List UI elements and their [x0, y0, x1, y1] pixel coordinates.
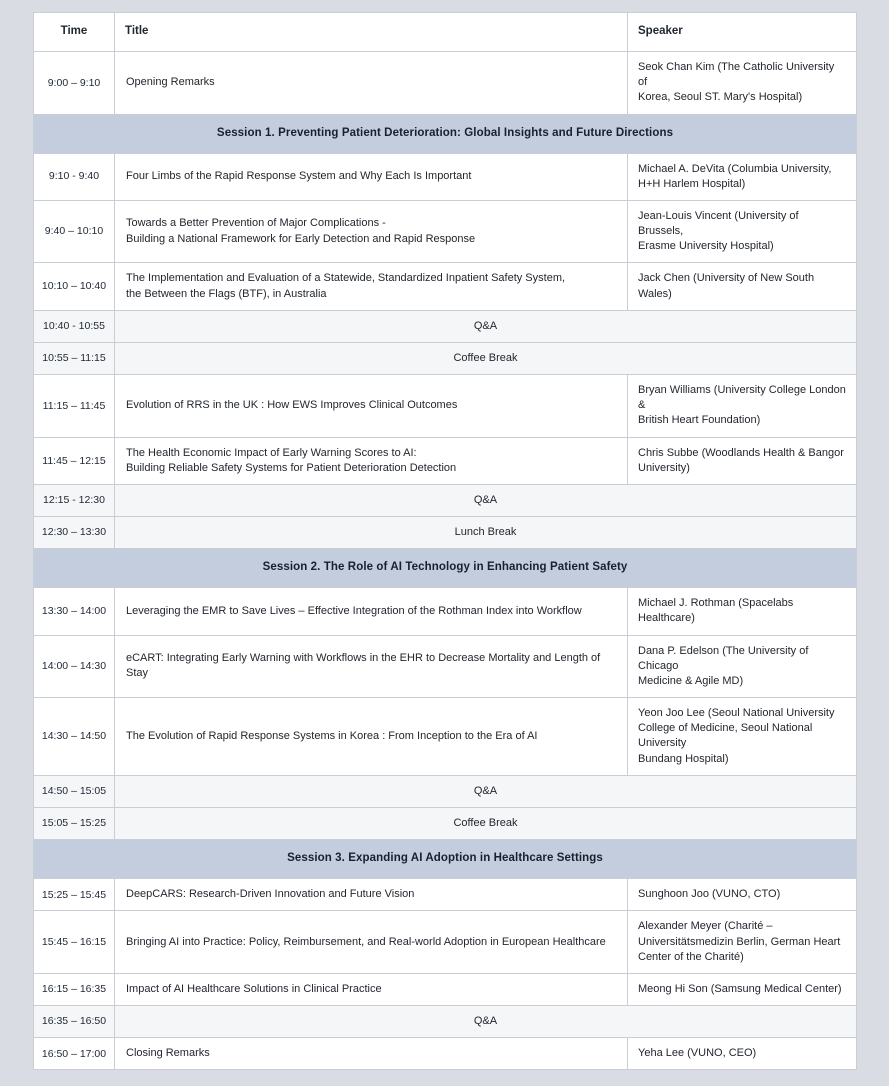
cell-time: 9:40 – 10:10	[34, 200, 115, 263]
table-row	[34, 775, 857, 807]
cell-title	[115, 153, 628, 200]
speaker-line: Seok Chan Kim (The Catholic University of	[638, 61, 835, 89]
cell-title	[115, 52, 628, 115]
cell-time: 12:15 - 12:30	[34, 484, 115, 516]
table-row	[34, 263, 857, 310]
title-line: Four Limbs of the Rapid Response System and Why Each Is Important	[126, 170, 472, 183]
title-line: the Between the Flags (BTF), in Australia	[126, 287, 327, 300]
cell-time: 14:30 – 14:50	[34, 698, 115, 776]
speaker-line: British Heart Foundation)	[638, 414, 761, 427]
cell-title	[115, 375, 628, 438]
title-line: Evolution of RRS in the UK : How EWS Improves Clinical Outcomes	[126, 399, 458, 412]
speaker-line: Michael A. DeVita (Columbia University,	[638, 162, 832, 175]
cell-speaker	[628, 437, 857, 484]
cell-speaker	[628, 1038, 857, 1070]
session-header-row	[34, 114, 857, 153]
table-body	[34, 52, 857, 1070]
speaker-line: Dana P. Edelson (The University of Chicago	[638, 644, 809, 672]
speaker-line: Alexander Meyer (Charité –	[638, 920, 773, 933]
cell-time: 12:30 – 13:30	[34, 517, 115, 549]
table-row	[34, 153, 857, 200]
speaker-line: Sunghoon Joo (VUNO, CTO)	[638, 888, 781, 901]
speaker-line: Korea, Seoul ST. Mary's Hospital)	[638, 91, 803, 104]
cell-time: 9:10 - 9:40	[34, 153, 115, 200]
cell-break-label: Q&A	[115, 310, 857, 342]
table-row	[34, 1038, 857, 1070]
cell-time: 9:00 – 9:10	[34, 52, 115, 115]
cell-time: 15:25 – 15:45	[34, 879, 115, 911]
cell-time: 13:30 – 14:00	[34, 588, 115, 635]
table-row	[34, 911, 857, 974]
cell-time: 15:45 – 16:15	[34, 911, 115, 974]
column-header-title: Title	[115, 13, 628, 52]
cell-time: 16:15 – 16:35	[34, 973, 115, 1005]
table-row	[34, 375, 857, 438]
table-row	[34, 52, 857, 115]
cell-time: 14:00 – 14:30	[34, 635, 115, 698]
cell-title	[115, 200, 628, 263]
cell-speaker	[628, 635, 857, 698]
header-row	[34, 13, 857, 52]
cell-speaker	[628, 879, 857, 911]
title-line: The Health Economic Impact of Early Warning Scores to AI:	[126, 446, 417, 459]
column-header-time: Time	[34, 13, 115, 52]
table-row	[34, 698, 857, 776]
table-row	[34, 635, 857, 698]
table-row	[34, 1006, 857, 1038]
cell-title	[115, 437, 628, 484]
title-line: Towards a Better Prevention of Major Complications -	[126, 217, 386, 230]
speaker-line: Bryan Williams (University College London &	[638, 384, 846, 412]
cell-time: 11:45 – 12:15	[34, 437, 115, 484]
cell-title	[115, 911, 628, 974]
cell-speaker	[628, 263, 857, 310]
cell-time: 10:10 – 10:40	[34, 263, 115, 310]
speaker-line: H+H Harlem Hospital)	[638, 177, 746, 190]
cell-time: 15:05 – 15:25	[34, 807, 115, 839]
cell-speaker	[628, 52, 857, 115]
speaker-line: Yeha Lee (VUNO, CEO)	[638, 1047, 757, 1060]
cell-speaker	[628, 911, 857, 974]
speaker-line: Chris Subbe (Woodlands Health & Bangor	[638, 446, 844, 459]
speaker-line: Bundang Hospital)	[638, 752, 729, 765]
session-header-row	[34, 840, 857, 879]
title-line: The Implementation and Evaluation of a Statewide, Standardized Inpatient Safety System,	[126, 272, 566, 285]
cell-title	[115, 1038, 628, 1070]
speaker-line: Universitätsmedizin Berlin, German Heart	[638, 935, 841, 948]
table-row	[34, 973, 857, 1005]
speaker-line: Yeon Joo Lee (Seoul National University	[638, 707, 835, 720]
speaker-line: College of Medicine, Seoul National University	[638, 722, 813, 750]
speaker-line: Jean-Louis Vincent (University of Brussels,	[638, 209, 799, 238]
cell-speaker	[628, 153, 857, 200]
cell-break-label: Coffee Break	[115, 342, 857, 374]
table-row	[34, 342, 857, 374]
session-title: Session 1. Preventing Patient Deterioration: Global Insights and Future Directions	[34, 114, 857, 153]
cell-title	[115, 588, 628, 635]
table-header	[34, 13, 857, 52]
cell-speaker	[628, 375, 857, 438]
cell-time: 10:55 – 11:15	[34, 342, 115, 374]
speaker-line: Center of the Charité)	[638, 950, 744, 963]
cell-speaker	[628, 588, 857, 635]
cell-title	[115, 698, 628, 776]
title-line: Opening Remarks	[126, 76, 215, 89]
cell-break-label: Coffee Break	[115, 807, 857, 839]
table-row	[34, 310, 857, 342]
title-line: Building Reliable Safety Systems for Patient Deterioration Detection	[126, 461, 457, 474]
cell-time: 11:15 – 11:45	[34, 375, 115, 438]
speaker-line: Michael J. Rothman (Spacelabs Healthcare)	[638, 597, 794, 625]
title-line: eCART: Integrating Early Warning with Workflows in the EHR to Decrease Mortality and Length of Stay	[126, 652, 601, 680]
session-title: Session 3. Expanding AI Adoption in Healthcare Settings	[34, 840, 857, 879]
cell-speaker	[628, 973, 857, 1005]
cell-time: 10:40 - 10:55	[34, 310, 115, 342]
table-row	[34, 879, 857, 911]
cell-speaker	[628, 200, 857, 263]
session-title: Session 2. The Role of AI Technology in Enhancing Patient Safety	[34, 549, 857, 588]
cell-time: 16:50 – 17:00	[34, 1038, 115, 1070]
title-line: Impact of AI Healthcare Solutions in Clinical Practice	[126, 982, 382, 995]
table-row	[34, 200, 857, 263]
speaker-line: Erasme University Hospital)	[638, 240, 774, 253]
table-row	[34, 588, 857, 635]
title-line: Closing Remarks	[126, 1047, 210, 1060]
cell-title	[115, 879, 628, 911]
cell-break-label: Q&A	[115, 484, 857, 516]
session-header-row	[34, 549, 857, 588]
table-row	[34, 807, 857, 839]
cell-break-label: Q&A	[115, 775, 857, 807]
cell-title	[115, 263, 628, 310]
cell-title	[115, 973, 628, 1005]
cell-time: 16:35 – 16:50	[34, 1006, 115, 1038]
agenda-table	[33, 12, 857, 1070]
title-line: Building a National Framework for Early Detection and Rapid Response	[126, 232, 476, 245]
title-line: The Evolution of Rapid Response Systems in Korea : From Inception to the Era of AI	[126, 729, 538, 742]
table-row	[34, 484, 857, 516]
cell-title	[115, 635, 628, 698]
speaker-line: Meong Hi Son (Samsung Medical Center)	[638, 982, 842, 995]
title-line: Leveraging the EMR to Save Lives – Effective Integration of the Rothman Index into Workflow	[126, 604, 582, 617]
table-row	[34, 517, 857, 549]
column-header-speaker: Speaker	[628, 13, 857, 52]
cell-speaker	[628, 698, 857, 776]
table-row	[34, 437, 857, 484]
cell-time: 14:50 – 15:05	[34, 775, 115, 807]
title-line: Bringing AI into Practice: Policy, Reimbursement, and Real-world Adoption in European Healthcare	[126, 935, 606, 948]
speaker-line: Jack Chen (University of New South Wales)	[638, 272, 815, 300]
cell-break-label: Q&A	[115, 1006, 857, 1038]
cell-break-label: Lunch Break	[115, 517, 857, 549]
speaker-line: University)	[638, 461, 690, 474]
title-line: DeepCARS: Research-Driven Innovation and Future Vision	[126, 888, 415, 901]
speaker-line: Medicine & Agile MD)	[638, 674, 744, 687]
